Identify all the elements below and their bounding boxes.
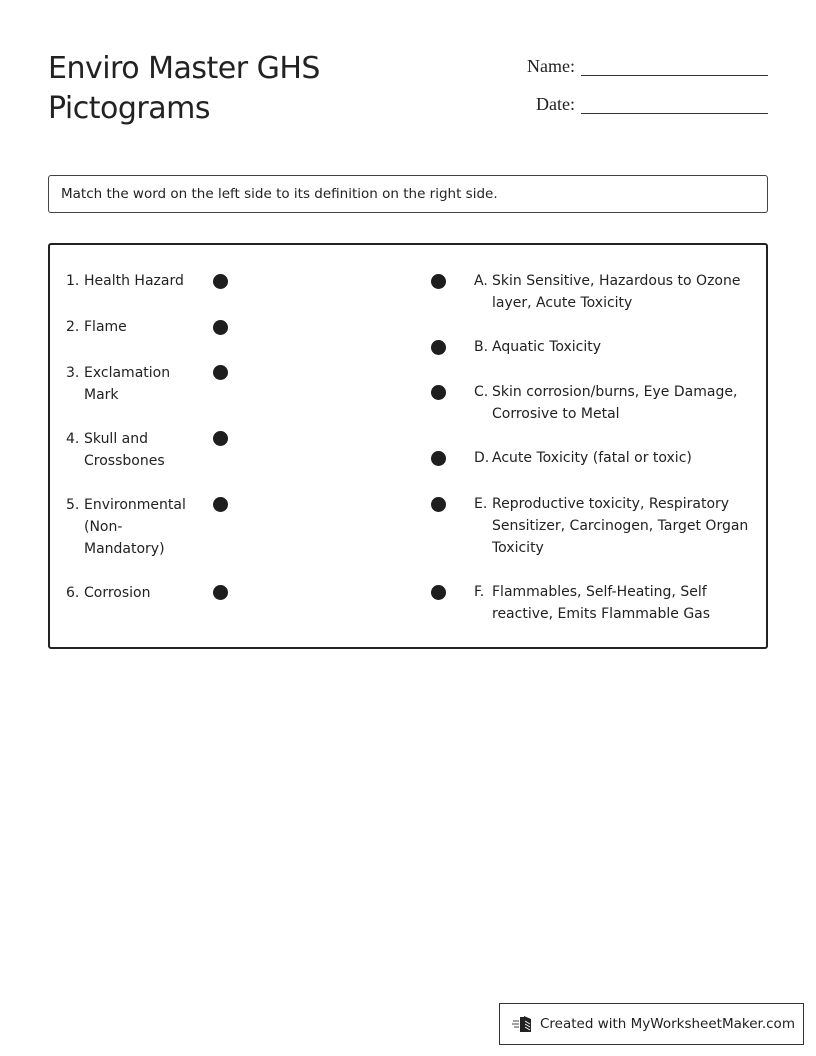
right-item: [474, 581, 754, 625]
left-item: [66, 582, 226, 604]
footer-credit-badge[interactable]: [499, 1003, 804, 1045]
item-text: Reproductive toxicity, Respiratory Sensitizer, Carcinogen, Target Organ Toxicity: [492, 496, 749, 556]
right-item: [474, 447, 754, 469]
item-letter: B.: [474, 339, 489, 355]
item-text: Exclamation Mark: [84, 365, 171, 403]
left-match-dot-1[interactable]: [213, 274, 228, 289]
item-text: Flammables, Self-Heating, Self reactive, Emits Flammable Gas: [492, 584, 711, 622]
item-letter: E.: [474, 496, 488, 512]
item-letter: C.: [474, 384, 489, 400]
left-match-dot-6[interactable]: [213, 585, 228, 600]
name-label: Name:: [527, 56, 575, 76]
item-number: 5.: [66, 497, 80, 513]
matching-exercise-box: [48, 243, 768, 649]
left-item: [66, 316, 226, 338]
right-item: [474, 270, 754, 314]
right-match-dot-c[interactable]: [431, 385, 446, 400]
item-text: Skin Sensitive, Hazardous to Ozone layer, Acute Toxicity: [492, 273, 741, 311]
left-match-dot-3[interactable]: [213, 365, 228, 380]
instructions-text: Match the word on the left side to its definition on the right side.: [61, 186, 498, 202]
item-text: Flame: [84, 319, 127, 335]
name-blank-line[interactable]: [581, 53, 768, 76]
item-text: Environmental (Non-Mandatory): [84, 497, 186, 557]
right-match-dot-a[interactable]: [431, 274, 446, 289]
footer-credit-text: Created with MyWorksheetMaker.com: [540, 1016, 795, 1032]
left-match-dot-2[interactable]: [213, 320, 228, 335]
item-text: Corrosion: [84, 585, 151, 601]
item-number: 4.: [66, 431, 80, 447]
name-field: [500, 53, 768, 76]
worksheet-maker-logo-icon: [512, 1014, 534, 1034]
right-item: [474, 493, 754, 559]
item-number: 1.: [66, 273, 80, 289]
item-text: Aquatic Toxicity: [492, 339, 602, 355]
left-match-dot-5[interactable]: [213, 497, 228, 512]
right-item: [474, 381, 754, 425]
item-text: Acute Toxicity (fatal or toxic): [492, 450, 692, 466]
left-item: [66, 494, 191, 560]
instructions-box: [48, 175, 768, 213]
right-match-dot-e[interactable]: [431, 497, 446, 512]
left-match-dot-4[interactable]: [213, 431, 228, 446]
worksheet-title: Enviro Master GHS Pictograms: [48, 51, 320, 126]
item-text: Health Hazard: [84, 273, 184, 289]
left-item: [66, 428, 176, 472]
date-blank-line[interactable]: [581, 91, 768, 114]
item-letter: D.: [474, 450, 490, 466]
right-item: [474, 336, 754, 358]
right-match-dot-d[interactable]: [431, 451, 446, 466]
item-number: 2.: [66, 319, 80, 335]
item-text: Skin corrosion/burns, Eye Damage, Corrosive to Metal: [492, 384, 738, 422]
item-letter: A.: [474, 273, 488, 289]
item-number: 6.: [66, 585, 80, 601]
date-field: [500, 91, 768, 114]
right-match-dot-f[interactable]: [431, 585, 446, 600]
item-text: Skull and Crossbones: [84, 431, 165, 469]
right-match-dot-b[interactable]: [431, 340, 446, 355]
date-label: Date:: [536, 94, 575, 114]
item-number: 3.: [66, 365, 80, 381]
left-item: [66, 270, 226, 292]
item-letter: F.: [474, 584, 485, 600]
left-item: [66, 362, 176, 406]
